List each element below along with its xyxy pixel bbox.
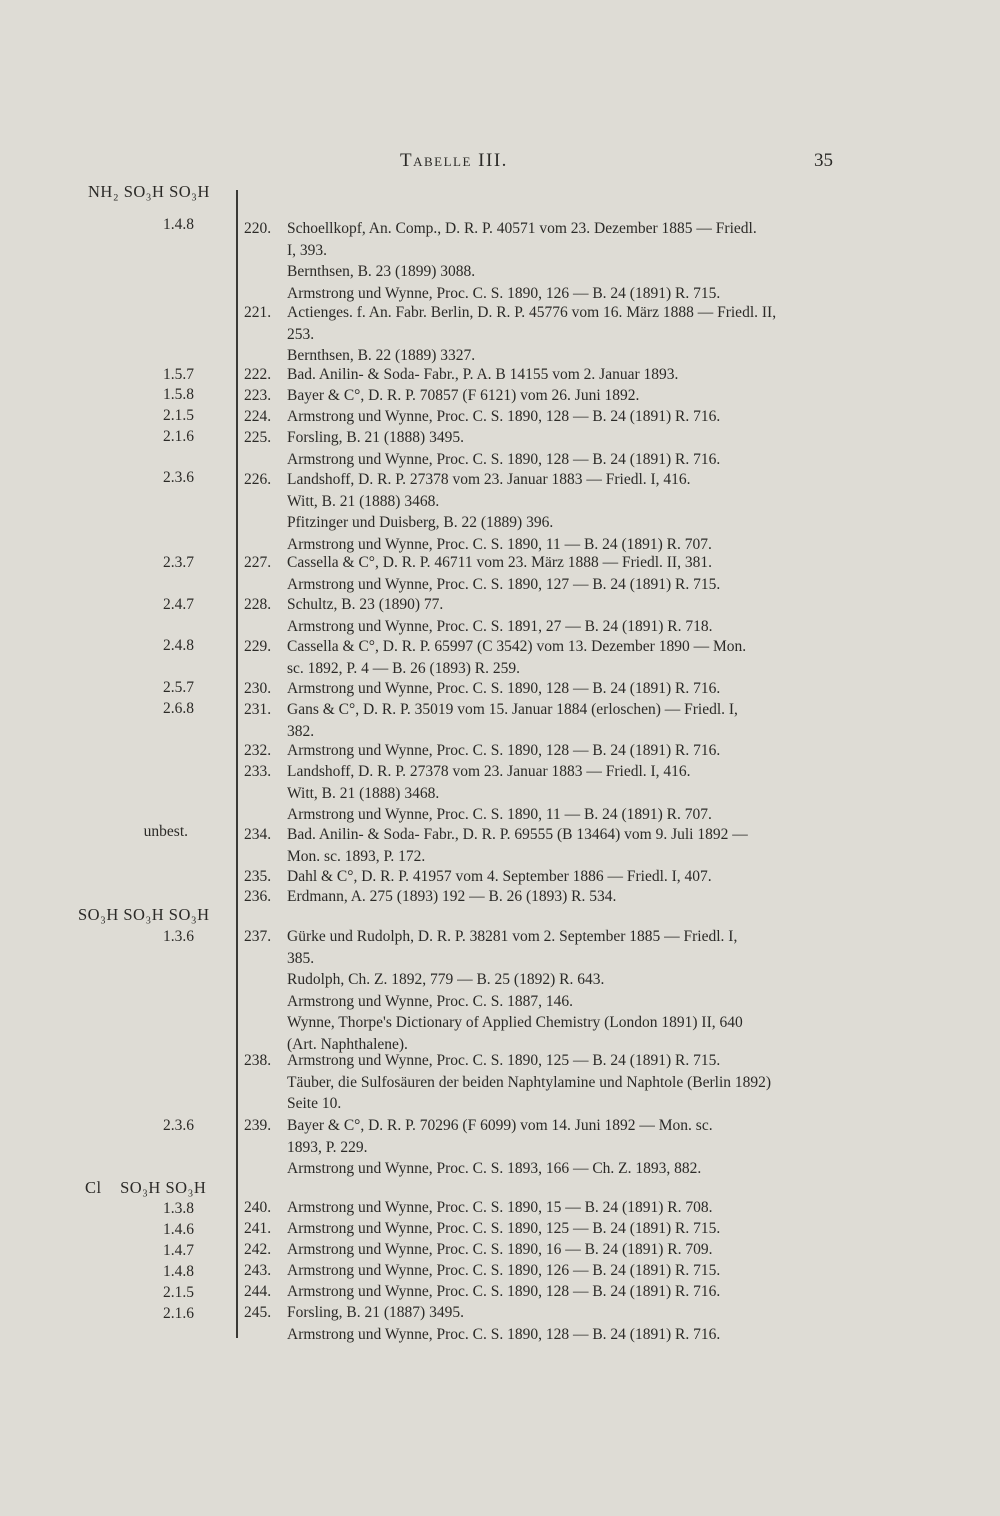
reference-text [287,699,837,742]
reference-number: 236. [244,888,272,905]
position-label: unbest. [143,823,188,840]
reference-text [287,302,837,367]
reference-line: Pfitzinger und Duisberg, B. 22 (1889) 396. [287,514,554,532]
reference-number: 240. [244,1199,272,1216]
position-label: 2.1.6 [163,1305,194,1322]
reference-line: Armstrong und Wynne, Proc. C. S. 1893, 166 — Ch. Z. 1893, 882. [287,1160,702,1178]
reference-line: Witt, B. 21 (1888) 3468. [287,492,440,510]
position-label: 1.4.7 [163,1242,194,1259]
reference-line: Armstrong und Wynne, Proc. C. S. 1890, 127 — B. 24 (1891) R. 715. [287,575,721,593]
reference-line: Gans & C°, D. R. P. 35019 vom 15. Januar 1884 (erloschen) — Friedl. I, [287,701,738,718]
reference-text [287,1197,837,1219]
reference-line: Landshoff, D. R. P. 27378 vom 23. Januar 1883 — Friedl. I, 416. [287,471,691,488]
reference-number: 232. [244,742,272,759]
position-label: 1.4.6 [163,1221,194,1238]
reference-line: Bernthsen, B. 22 (1889) 3327. [287,347,476,365]
reference-line: Armstrong und Wynne, Proc. C. S. 1890, 128 — B. 24 (1891) R. 716. [287,742,721,759]
reference-text [287,385,837,407]
position-label: 1.4.8 [163,216,194,233]
reference-number: 226. [244,471,272,488]
reference-line: Erdmann, A. 275 (1893) 192 — B. 26 (1893) R. 534. [287,888,617,905]
reference-entry [240,469,838,555]
position-label: 1.3.8 [163,1200,194,1217]
position-label: 2.3.6 [163,1117,194,1134]
reference-entry [240,218,838,304]
reference-text [287,1260,837,1282]
reference-number: 225. [244,429,272,446]
reference-number: 243. [244,1262,272,1279]
reference-line: Dahl & C°, D. R. P. 41957 vom 4. September 1886 — Friedl. I, 407. [287,868,712,885]
position-label: 2.1.6 [163,428,194,445]
reference-number: 237. [244,928,272,945]
reference-line: Wynne, Thorpe's Dictionary of Applied Chemistry (London 1891) II, 640 [287,1014,743,1032]
group-heading: SO₃H SO₃H SO₃H [78,905,210,924]
reference-line: Armstrong und Wynne, Proc. C. S. 1890, 125 — B. 24 (1891) R. 715. [287,1052,721,1069]
position-label: 2.5.7 [163,679,194,696]
reference-text [287,552,837,595]
reference-text [287,636,837,679]
position-label: 2.6.8 [163,700,194,717]
reference-text [287,1302,837,1345]
reference-entry [240,761,838,826]
reference-text [287,427,837,470]
reference-number: 234. [244,826,272,843]
reference-number: 239. [244,1117,272,1134]
reference-number: 221. [244,304,272,321]
reference-line: Armstrong und Wynne, Proc. C. S. 1890, 128 — B. 24 (1891) R. 716. [287,408,721,425]
reference-number: 222. [244,366,272,383]
reference-line: Bernthsen, B. 23 (1899) 3088. [287,263,476,281]
reference-line: 1893, P. 229. [287,1138,368,1156]
reference-entry [240,1197,838,1219]
reference-text [287,594,837,637]
reference-line: sc. 1892, P. 4 — B. 26 (1893) R. 259. [287,659,520,677]
position-label: 2.3.6 [163,469,194,486]
reference-entry [240,636,838,679]
reference-line: Cassella & C°, D. R. P. 65997 (C 3542) vom 13. Dezember 1890 — Mon. [287,638,747,655]
position-label: 1.4.8 [163,1263,194,1280]
reference-text [287,761,837,826]
reference-entry [240,1302,838,1345]
reference-line: Witt, B. 21 (1888) 3468. [287,784,440,802]
reference-entry [240,740,838,762]
position-label: 2.1.5 [163,407,194,424]
reference-line: Forsling, B. 21 (1887) 3495. [287,1304,464,1321]
reference-number: 238. [244,1052,272,1069]
reference-line: Armstrong und Wynne, Proc. C. S. 1890, 11 — B. 24 (1891) R. 707. [287,806,712,824]
group-heading: NH₂ SO₃H SO₃H [88,182,210,201]
page-title: Tabelle III. [400,150,508,171]
reference-text [287,218,837,304]
reference-line: Seite 10. [287,1095,342,1113]
reference-entry [240,926,838,1056]
reference-line: Forsling, B. 21 (1888) 3495. [287,429,464,446]
position-label: 2.1.5 [163,1284,194,1301]
reference-line: Armstrong und Wynne, Proc. C. S. 1890, 16 — B. 24 (1891) R. 709. [287,1241,713,1258]
reference-number: 231. [244,701,272,718]
reference-number: 223. [244,387,272,404]
reference-line: Rudolph, Ch. Z. 1892, 779 — B. 25 (1892) R. 643. [287,971,605,989]
reference-text [287,926,837,1056]
reference-line: I, 393. [287,241,328,259]
position-label: 2.4.7 [163,596,194,613]
reference-number: 241. [244,1220,272,1237]
reference-entry [240,1239,838,1261]
reference-line: Schultz, B. 23 (1890) 77. [287,596,444,613]
reference-line: Actienges. f. An. Fabr. Berlin, D. R. P. 45776 vom 16. März 1888 — Friedl. II, [287,304,777,321]
reference-line: Armstrong und Wynne, Proc. C. S. 1890, 126 — B. 24 (1891) R. 715. [287,1262,721,1279]
reference-entry [240,302,838,367]
reference-line: (Art. Naphthalene). [287,1035,408,1053]
reference-line: Armstrong und Wynne, Proc. C. S. 1890, 128 — B. 24 (1891) R. 716. [287,450,721,468]
reference-line: Bayer & C°, D. R. P. 70857 (F 6121) vom 26. Juni 1892. [287,387,640,404]
reference-number: 230. [244,680,272,697]
reference-text [287,1239,837,1261]
reference-entry [240,824,838,867]
reference-line: Armstrong und Wynne, Proc. C. S. 1890, 15 — B. 24 (1891) R. 708. [287,1199,713,1216]
reference-number: 235. [244,868,272,885]
reference-line: Armstrong und Wynne, Proc. C. S. 1887, 146. [287,992,573,1010]
reference-text [287,1281,837,1303]
reference-line: Bad. Anilin- & Soda- Fabr., D. R. P. 69555 (B 13464) vom 9. Juli 1892 — [287,826,748,843]
column-divider [236,190,238,1338]
position-label: 2.3.7 [163,554,194,571]
reference-line: Täuber, die Sulfosäuren der beiden Naphtylamine und Naphtole (Berlin 1892) [287,1073,772,1091]
reference-entry [240,1115,838,1180]
reference-number: 220. [244,220,272,237]
reference-line: Cassella & C°, D. R. P. 46711 vom 23. März 1888 — Friedl. II, 381. [287,554,712,571]
reference-number: 229. [244,638,272,655]
reference-text [287,406,837,428]
reference-text [287,1115,837,1180]
reference-line: Gürke und Rudolph, D. R. P. 38281 vom 2. September 1885 — Friedl. I, [287,928,738,945]
reference-text [287,678,837,700]
reference-number: 244. [244,1283,272,1300]
reference-number: 228. [244,596,272,613]
reference-line: Armstrong und Wynne, Proc. C. S. 1890, 128 — B. 24 (1891) R. 716. [287,680,721,697]
reference-entry [240,678,838,700]
reference-text [287,1218,837,1240]
reference-text [287,824,837,867]
reference-number: 245. [244,1304,272,1321]
reference-line: Bad. Anilin- & Soda- Fabr., P. A. B 14155 vom 2. Januar 1893. [287,366,679,383]
page-header [0,150,1000,180]
reference-entry [240,406,838,428]
reference-entry [240,594,838,637]
reference-number: 227. [244,554,272,571]
reference-line: Armstrong und Wynne, Proc. C. S. 1891, 27 — B. 24 (1891) R. 718. [287,617,713,635]
reference-text [287,1050,837,1115]
reference-line: Landshoff, D. R. P. 27378 vom 23. Januar 1883 — Friedl. I, 416. [287,763,691,780]
reference-line: Armstrong und Wynne, Proc. C. S. 1890, 126 — B. 24 (1891) R. 715. [287,284,721,302]
reference-entry [240,1218,838,1240]
reference-entry [240,866,838,888]
reference-text [287,469,837,555]
reference-entry [240,427,838,470]
reference-line: 385. [287,949,315,967]
position-label: 2.4.8 [163,637,194,654]
reference-text [287,886,837,908]
reference-line: Bayer & C°, D. R. P. 70296 (F 6099) vom 14. Juni 1892 — Mon. sc. [287,1117,713,1134]
reference-line: Armstrong und Wynne, Proc. C. S. 1890, 128 — B. 24 (1891) R. 716. [287,1283,721,1300]
reference-entry [240,1050,838,1115]
reference-entry [240,1260,838,1282]
reference-text [287,740,837,762]
reference-line: Armstrong und Wynne, Proc. C. S. 1890, 128 — B. 24 (1891) R. 716. [287,1325,721,1343]
reference-text [287,866,837,888]
reference-number: 233. [244,763,272,780]
reference-line: Armstrong und Wynne, Proc. C. S. 1890, 11 — B. 24 (1891) R. 707. [287,535,712,553]
reference-line: 253. [287,325,315,343]
reference-text [287,364,837,386]
page-number: 35 [814,150,833,171]
reference-entry [240,364,838,386]
reference-entry [240,385,838,407]
reference-number: 224. [244,408,272,425]
reference-line: Mon. sc. 1893, P. 172. [287,847,426,865]
reference-entry [240,886,838,908]
position-label: 1.5.8 [163,386,194,403]
group-heading: Cl SO₃H SO₃H [85,1178,207,1197]
reference-entry [240,1281,838,1303]
position-label: 1.3.6 [163,928,194,945]
reference-number: 242. [244,1241,272,1258]
position-label: 1.5.7 [163,366,194,383]
reference-line: 382. [287,722,315,740]
reference-line: Schoellkopf, An. Comp., D. R. P. 40571 vom 23. Dezember 1885 — Friedl. [287,220,757,237]
reference-line: Armstrong und Wynne, Proc. C. S. 1890, 125 — B. 24 (1891) R. 715. [287,1220,721,1237]
reference-entry [240,699,838,742]
reference-entry [240,552,838,595]
